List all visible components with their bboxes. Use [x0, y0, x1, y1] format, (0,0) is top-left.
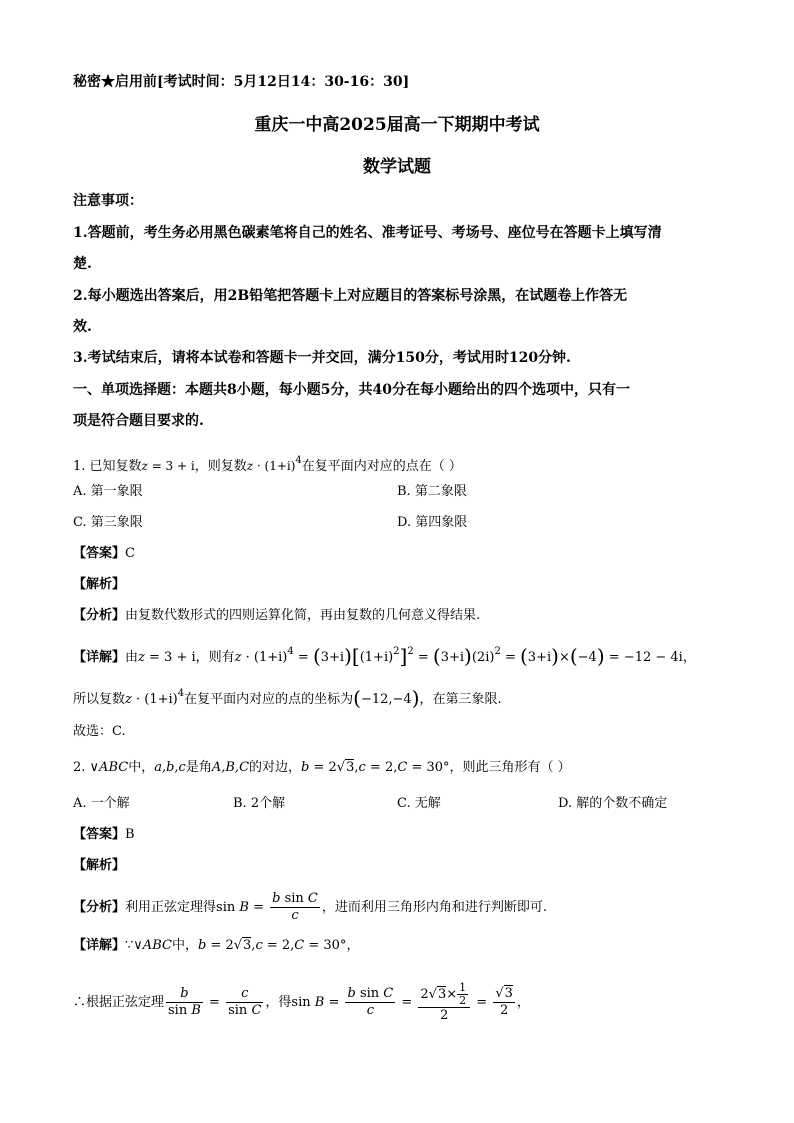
- q1-option-a: A. 第一象限: [73, 484, 143, 499]
- q2-option-a: A. 一个解: [73, 796, 130, 811]
- q2-detail: 【详解】∵∨ABC中，b = 2√3,c = 2,C = 30°，: [73, 938, 360, 953]
- notice-item-3: 3.考试结束后，请将本试卷和答题卡一并交回，满分150分，考试用时120分钟.: [73, 350, 571, 366]
- q2-option-d: D. 解的个数不确定: [558, 796, 668, 811]
- notice-item-1-cont: 楚.: [73, 256, 92, 272]
- q2-option-b: B. 2个解: [233, 796, 286, 811]
- section-heading-cont: 项是符合题目要求的.: [73, 413, 204, 429]
- exam-title: 重庆一中高2025届高一下期期中考试: [254, 115, 540, 135]
- q2-answer: 【答案】B: [73, 827, 135, 842]
- q1-option-d: D. 第四象限: [397, 515, 468, 530]
- section-heading: 一、单项选择题：本题共8小题，每小题5分，共40分在每小题给出的四个选项中，只有一: [73, 382, 630, 398]
- notice-item-1: 1.答题前，考生务必用黑色碳素笔将自己的姓名、准考证号、考场号、座位号在答题卡上填写清: [73, 225, 662, 241]
- q1-fenxi: 【分析】由复数代数形式的四则运算化简，再由复数的几何意义得结果.: [73, 608, 481, 623]
- q1-answer: 【答案】C: [73, 546, 135, 561]
- q1-detail-line-2: 所以复数$z \cdot (1+i)^4$在复平面内对应的点的坐标为(−12,−4)，在第三象限.: [73, 686, 502, 710]
- exam-subtitle: 数学试题: [363, 157, 431, 177]
- q1-choice: 故选：C.: [73, 724, 126, 739]
- q1-detail: 【详解】由z = 3 + i，则有$z \cdot (1+i)^4 = (3+i)[(1+i)^2]^2 = (3+i)(2i)^2 = (3+i)\times(-4) = -12 - 4i$，: [73, 644, 696, 668]
- q2-fenxi: 【分析】利用正弦定理得sin B = $\frac{\text{b sin C}}{c}$ ，进而利用三角形内角和进行判断即可.: [73, 891, 547, 923]
- q2-analysis-label: 【解析】: [73, 858, 126, 873]
- q1-analysis-label: 【解析】: [73, 577, 126, 592]
- notice-heading: 注意事项：: [73, 193, 143, 209]
- q2-option-c: C. 无解: [397, 796, 441, 811]
- q1-option-b: B. 第二象限: [397, 484, 467, 499]
- confidential-line: 秘密★启用前[考试时间：5月12日14：30-16：30]: [73, 74, 410, 90]
- notice-item-2-cont: 效.: [73, 319, 92, 335]
- notice-item-2: 2.每小题选出答案后，用2B铅笔把答题卡上对应题目的答案标号涂黑，在试题卷上作答无: [73, 288, 628, 304]
- q2-detail-line-3: ∴根据正弦定理 $\frac{b}{\text{sin B}}$ = $\frac{c}{\text{sin C}}$ ，得sin B = $\frac{\text{b sin C}}{c}$ = 2√3× $\frac{1}{2}$ 2 = $\frac{√3}{2}$ ，: [73, 980, 530, 1023]
- q1-option-c: C. 第三象限: [73, 515, 143, 530]
- question-1-stem: 1. 已知复数z = 3 + i，则复数$z \cdot (1+i)^4$在复平面内对应的点在（ ）: [73, 455, 462, 474]
- question-2-stem: 2. ∨ABC中，a,b,c是角A,B,C的对边，b = 2√3,c = 2,C = 30°，则此三角形有（ ）: [73, 760, 571, 775]
